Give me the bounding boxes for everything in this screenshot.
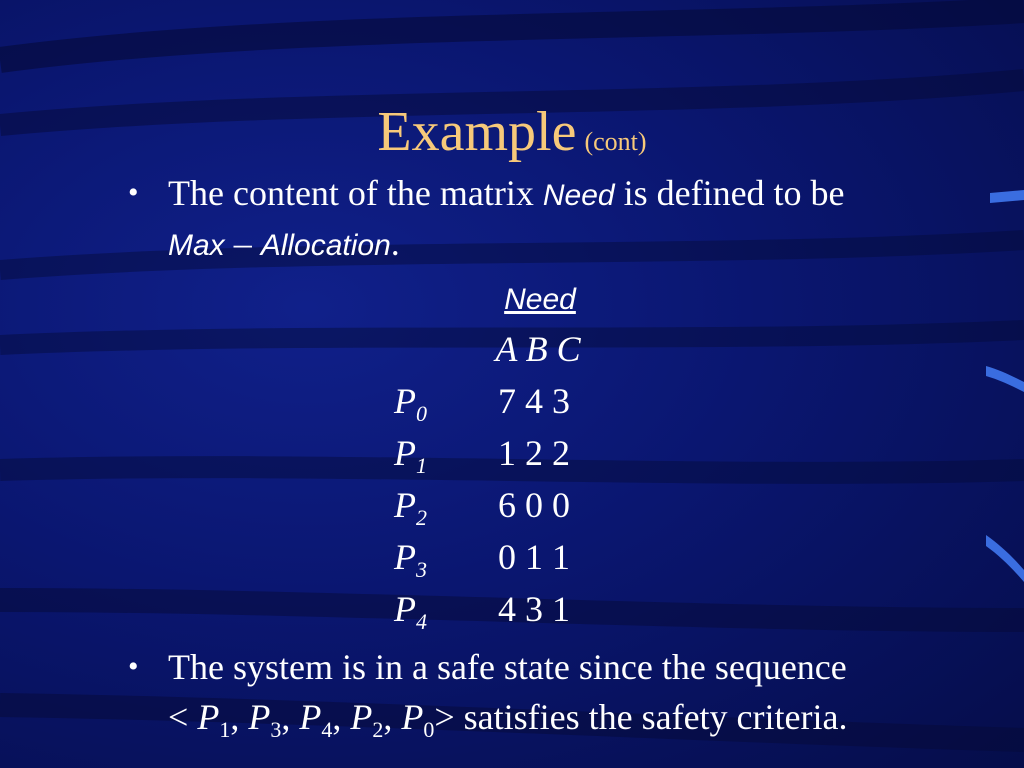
row-label-0: $P_0$: [394, 381, 427, 426]
bullet-2-line-2: < $P_1$, $P_3$, $P_4$, $P_2$, $P_0>$ satisfies the safety criteria.: [168, 697, 848, 742]
title-main: Example: [377, 101, 577, 163]
need-term: Need: [542, 179, 615, 212]
row-label-2: $P_2$: [394, 485, 427, 530]
matrix-heading: Need: [504, 283, 576, 316]
row-values-2: 6 0 0: [498, 485, 570, 525]
matrix-columns: A B C: [495, 329, 581, 369]
bullet-1-text-b: is defined to be: [614, 173, 845, 213]
row-values-0: 7 4 3: [498, 381, 570, 421]
allocation-term: Allocation: [260, 229, 391, 262]
row-label-3: $P_3$: [394, 537, 427, 582]
bullet-1-text-a: The content of the matrix: [168, 173, 543, 213]
slide-title: [0, 100, 1024, 164]
period: .: [390, 223, 400, 263]
row-label-1: $P_1$: [394, 433, 427, 478]
seq-open: <: [168, 697, 198, 737]
row-values-4: 4 3 1: [498, 589, 570, 629]
bullet-1-line-1: [168, 172, 845, 214]
title-sub: (cont): [584, 127, 647, 156]
row-values-1: 1 2 2: [498, 433, 570, 473]
bullet-1-line-2: [168, 222, 400, 264]
max-term: Max: [168, 229, 225, 262]
bullet-2-glyph: •: [128, 650, 139, 683]
seq-close: >: [434, 697, 455, 737]
bullet-1-glyph: •: [128, 176, 139, 209]
bullet-2-line-1: The system is in a safe state since the sequence: [168, 647, 847, 687]
dash: –: [224, 223, 261, 263]
bullet-2-tail: satisfies the safety criteria.: [454, 697, 848, 737]
row-label-4: $P_4$: [394, 589, 427, 634]
row-values-3: 0 1 1: [498, 537, 570, 577]
